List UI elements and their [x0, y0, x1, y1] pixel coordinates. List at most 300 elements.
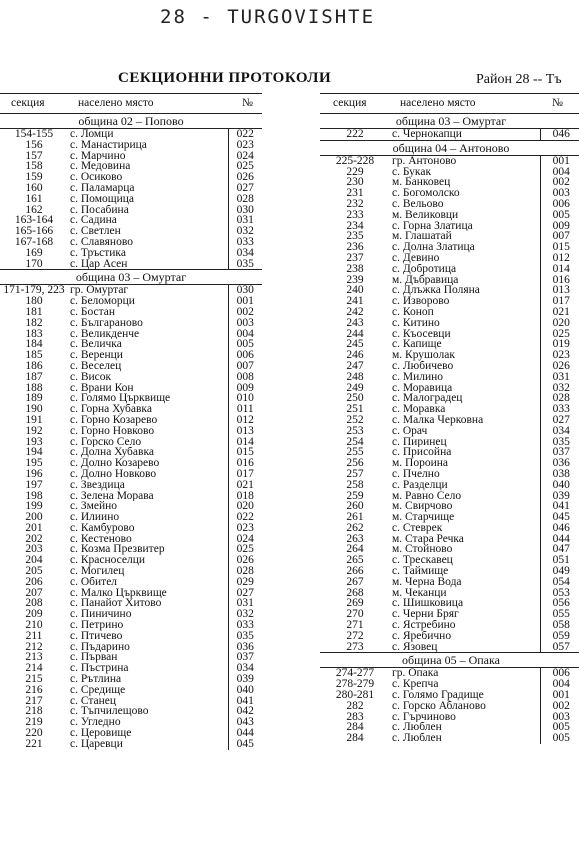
protocol-number: 022: [228, 129, 262, 140]
table-row: [320, 701, 579, 712]
table-row: [320, 242, 579, 253]
protocol-number: 033: [228, 620, 262, 631]
protocol-number: 023: [540, 350, 579, 361]
table-row: [320, 544, 579, 555]
table-row: [0, 447, 262, 458]
section-number: 263: [346, 533, 364, 545]
section-number: 272: [346, 630, 364, 642]
table-row: [0, 140, 262, 151]
section-number: 208: [25, 598, 43, 610]
header-number: №: [552, 97, 563, 109]
protocol-number: 014: [228, 437, 262, 448]
table-row: [320, 253, 579, 264]
protocol-number: 013: [228, 426, 262, 437]
protocol-number: 016: [228, 458, 262, 469]
table-row: [320, 167, 579, 178]
section-number: 183: [25, 328, 43, 340]
section-number: 193: [25, 436, 43, 448]
municipality-table: [0, 285, 262, 749]
section-number: 254: [346, 436, 364, 448]
protocol-number: 032: [540, 383, 579, 394]
table-row: [0, 685, 262, 696]
place-name: с. Ястребино: [392, 620, 456, 631]
protocol-number: 012: [228, 415, 262, 426]
table-row: [0, 544, 262, 555]
place-name: м. Стойново: [392, 544, 453, 556]
section-number: 249: [346, 382, 364, 394]
place-name: с. Угледно: [70, 717, 121, 729]
place-name: с. Горно Новково: [70, 425, 155, 437]
table-row: [320, 609, 579, 620]
table-row: [0, 329, 262, 340]
place-name: с. Голямо Градище: [392, 690, 484, 701]
table-row: [0, 426, 262, 437]
section-number: 181: [25, 306, 43, 318]
municipality-title: община 03 – Омуртаг: [0, 269, 262, 285]
protocol-number: 002: [540, 701, 579, 712]
protocol-number: 004: [540, 167, 579, 178]
place-name: с. Беломорци: [70, 296, 135, 307]
table-row: [0, 566, 262, 577]
protocol-number: 049: [540, 566, 579, 577]
place-name: м. Пороина: [392, 458, 448, 469]
protocol-number: 035: [540, 437, 579, 448]
place-name: с. Любичево: [392, 360, 454, 372]
place-name: с. Рътлина: [70, 674, 122, 685]
place-name: с. Черни Бряг: [392, 609, 459, 621]
section-number: 237: [346, 252, 364, 264]
section-number: 154-155: [14, 129, 54, 140]
protocol-number: 004: [540, 679, 579, 690]
table-row: [320, 156, 579, 167]
section-number: 269: [346, 598, 364, 610]
table-row: [0, 296, 262, 307]
section-number: 246: [346, 350, 364, 361]
place-name: с. Великденче: [70, 328, 140, 340]
section-number: 273: [346, 641, 364, 653]
place-name: м. Дъбравица: [392, 274, 459, 286]
municipality-table: [320, 156, 579, 653]
place-name: гр. Антоново: [392, 155, 457, 167]
table-row: [0, 706, 262, 717]
protocol-number: 005: [540, 722, 579, 733]
place-name: с. Пчелно: [392, 468, 440, 480]
section-number: 260: [346, 501, 364, 513]
table-row: [320, 577, 579, 588]
protocol-number: 034: [540, 426, 579, 437]
table-row: [0, 205, 262, 216]
place-name: с. Красноселци: [70, 555, 146, 567]
table-row: [0, 458, 262, 469]
place-name: с. Девино: [392, 252, 440, 264]
table-row: [0, 393, 262, 404]
section-number: 236: [346, 242, 364, 253]
protocol-number: 002: [228, 307, 262, 318]
protocol-number: 025: [228, 161, 262, 172]
protocol-number: 016: [540, 275, 579, 286]
protocol-number: 044: [540, 534, 579, 545]
table-row: [320, 404, 579, 415]
place-name: с. Бостан: [70, 306, 116, 318]
place-name: с. Горна Златица: [392, 220, 473, 232]
table-row: [0, 717, 262, 728]
table-row: [320, 668, 579, 679]
protocol-number: 026: [540, 361, 579, 372]
table-row: [320, 722, 579, 733]
section-number: 211: [25, 630, 43, 642]
table-row: [320, 285, 579, 296]
section-number: 187: [25, 371, 43, 383]
table-row: [0, 642, 262, 653]
protocol-number: 051: [540, 555, 579, 566]
table-row: [320, 566, 579, 577]
place-name: с. Орач: [392, 425, 428, 437]
place-name: м. Черна Вода: [392, 576, 462, 588]
section-number: 264: [346, 544, 364, 556]
protocol-number: 007: [540, 231, 579, 242]
place-name: с. Посабина: [70, 204, 129, 216]
section-number: 253: [346, 425, 364, 437]
section-number: 170: [25, 258, 43, 270]
section-number: 217: [25, 695, 43, 707]
section-number: 158: [25, 161, 43, 173]
protocol-number: 027: [228, 183, 262, 194]
section-number: 221: [25, 738, 43, 750]
section-number: 191: [25, 414, 43, 426]
place-name: с. Медовина: [70, 161, 131, 173]
place-name: с. Долна Златица: [392, 242, 475, 253]
header-place: населено място: [78, 97, 154, 109]
protocol-number: 001: [540, 690, 579, 701]
table-row: [320, 275, 579, 286]
left-column: [0, 93, 262, 750]
table-row: [320, 329, 579, 340]
place-name: с. Могилец: [70, 566, 125, 577]
place-name: с. Цар Асен: [70, 258, 128, 270]
protocol-number: 034: [228, 663, 262, 674]
protocol-number: 036: [228, 642, 262, 653]
section-number: 219: [25, 717, 43, 729]
section-number: 284: [346, 733, 364, 745]
protocol-number: 009: [540, 221, 579, 232]
place-name: с. Коноп: [392, 306, 434, 318]
protocol-number: 024: [228, 534, 262, 545]
protocol-number: 006: [540, 668, 579, 679]
place-name: с. Осиково: [70, 172, 123, 183]
municipality-table: [320, 129, 579, 140]
place-name: с. Горско Село: [70, 436, 142, 448]
protocol-number: 045: [228, 739, 262, 750]
protocol-number: 055: [540, 609, 579, 620]
protocol-number: 006: [228, 350, 262, 361]
place-name: с. Чернокапци: [392, 129, 462, 140]
place-name: с. Пъдарино: [70, 641, 130, 653]
section-number: 247: [346, 360, 364, 372]
section-number: 194: [25, 447, 43, 459]
place-name: с. Висок: [70, 371, 112, 383]
table-row: [0, 383, 262, 394]
place-name: м. Банковец: [392, 177, 451, 189]
header-section: секция: [333, 97, 367, 109]
section-number: 215: [25, 674, 43, 685]
place-name: м. Старчище: [392, 512, 455, 523]
table-row: [0, 631, 262, 642]
place-name: с. Стеврек: [392, 522, 443, 534]
section-number: 180: [25, 296, 43, 307]
section-number: 202: [25, 533, 43, 545]
protocol-number: 033: [228, 237, 262, 248]
table-row: [320, 501, 579, 512]
protocol-number: 007: [228, 361, 262, 372]
protocol-number: 047: [540, 544, 579, 555]
place-name: с. Яребично: [392, 630, 452, 642]
section-number: 283: [346, 711, 364, 723]
place-name: с. Малоградец: [392, 393, 463, 405]
place-name: с. Пиничино: [70, 609, 132, 621]
section-number: 256: [346, 458, 364, 469]
region-label: Район 28 -- Тъ: [476, 72, 562, 87]
place-name: с. Пиринец: [392, 436, 447, 448]
protocol-number: 003: [540, 712, 579, 723]
protocol-number: 033: [540, 404, 579, 415]
protocol-number: 021: [540, 307, 579, 318]
table-row: [320, 361, 579, 372]
table-row: [0, 129, 262, 140]
place-name: с. Манастирица: [70, 139, 147, 151]
place-name: с. Малко Църквище: [70, 587, 167, 599]
section-number: 270: [346, 609, 364, 621]
table-row: [0, 215, 262, 226]
table-row: [0, 161, 262, 172]
place-name: с. Змейно: [70, 501, 118, 513]
place-name: с. Ломци: [70, 129, 114, 140]
section-number: 198: [25, 490, 43, 502]
section-number: 235: [346, 231, 364, 243]
protocol-number: 005: [228, 339, 262, 350]
section-number: 189: [25, 393, 43, 405]
section-number: 199: [25, 501, 43, 513]
protocol-number: 058: [540, 620, 579, 631]
section-number: 271: [346, 620, 364, 631]
section-number: 169: [25, 247, 43, 259]
section-number: 188: [25, 382, 43, 394]
protocol-number: 028: [228, 194, 262, 205]
section-number: 278-279: [335, 679, 375, 691]
left-header: [0, 93, 262, 114]
table-row: [320, 264, 579, 275]
table-row: [320, 598, 579, 609]
right-header: [320, 93, 579, 114]
place-name: с. Кестеново: [70, 533, 132, 545]
section-number: 284: [346, 722, 364, 734]
place-name: с. Българаново: [70, 317, 143, 329]
table-row: [320, 210, 579, 221]
municipality-title: община 05 – Опака: [320, 652, 579, 668]
table-row: [320, 512, 579, 523]
table-row: [320, 307, 579, 318]
protocol-number: 005: [540, 733, 579, 744]
table-row: [0, 469, 262, 480]
section-number: 232: [346, 198, 364, 210]
section-number: 207: [25, 587, 43, 599]
place-name: с. Камбурово: [70, 522, 135, 534]
section-number: 186: [25, 360, 43, 372]
section-number: 212: [25, 641, 43, 653]
table-row: [0, 285, 262, 296]
place-name: с. Капище: [392, 339, 442, 351]
right-column: [320, 93, 579, 744]
place-name: с. Обител: [70, 576, 118, 588]
protocol-number: 013: [540, 285, 579, 296]
table-row: [0, 620, 262, 631]
table-row: [0, 183, 262, 194]
protocol-number: 031: [228, 598, 262, 609]
table-row: [320, 393, 579, 404]
protocol-number: 059: [540, 631, 579, 642]
table-row: [0, 415, 262, 426]
protocol-number: 027: [540, 415, 579, 426]
place-name: с. Славяново: [70, 236, 133, 248]
protocol-number: 040: [228, 685, 262, 696]
section-number: 239: [346, 274, 364, 286]
section-number: 229: [346, 166, 364, 178]
section-number: 280-281: [335, 690, 375, 701]
section-number: 200: [25, 512, 43, 523]
section-number: 210: [25, 620, 43, 631]
table-row: [0, 350, 262, 361]
section-number: 185: [25, 350, 43, 361]
table-row: [0, 307, 262, 318]
table-row: [320, 383, 579, 394]
protocol-number: 035: [228, 631, 262, 642]
section-number: 214: [25, 663, 43, 675]
section-number: 244: [346, 328, 364, 340]
table-row: [0, 480, 262, 491]
place-name: гр. Опака: [392, 668, 439, 680]
section-number: 261: [346, 512, 364, 523]
protocol-number: 005: [540, 210, 579, 221]
table-row: [0, 501, 262, 512]
table-row: [320, 555, 579, 566]
place-name: с. Паламарца: [70, 182, 135, 194]
place-name: с. Изворово: [392, 296, 450, 307]
table-row: [320, 231, 579, 242]
table-row: [0, 652, 262, 663]
section-number: 206: [25, 576, 43, 588]
table-row: [0, 739, 262, 750]
protocol-number: 046: [540, 129, 579, 140]
table-row: [320, 458, 579, 469]
table-row: [320, 690, 579, 701]
table-row: [320, 523, 579, 534]
protocol-number: 009: [228, 383, 262, 394]
protocol-number: 028: [228, 566, 262, 577]
protocol-number: 043: [228, 717, 262, 728]
place-name: с. Букак: [392, 166, 432, 178]
place-name: с. Тръстика: [70, 247, 126, 259]
table-row: [0, 437, 262, 448]
protocol-number: 054: [540, 577, 579, 588]
section-number: 243: [346, 317, 364, 329]
section-number: 184: [25, 339, 43, 351]
table-row: [320, 188, 579, 199]
municipality-title: община 03 – Омуртаг: [320, 114, 579, 129]
section-number: 241: [346, 296, 364, 307]
table-row: [320, 318, 579, 329]
section-number: 238: [346, 263, 364, 275]
protocol-number: 019: [540, 339, 579, 350]
protocol-number: 031: [540, 372, 579, 383]
place-name: с. Пъстрина: [70, 663, 129, 675]
protocol-number: 042: [228, 706, 262, 717]
table-row: [0, 259, 262, 270]
place-name: с. Веселец: [70, 360, 122, 372]
protocol-number: 032: [228, 609, 262, 620]
section-number: 209: [25, 609, 43, 621]
page-title: СЕКЦИОННИ ПРОТОКОЛИ: [118, 70, 332, 86]
section-number: 274-277: [335, 668, 375, 680]
municipality-title: община 02 – Попово: [0, 114, 262, 129]
protocol-number: 057: [540, 642, 579, 653]
place-name: с. Петрино: [70, 620, 124, 631]
place-name: с. Марчино: [70, 150, 126, 162]
place-name: с. Гърчиново: [392, 711, 456, 723]
table-row: [320, 588, 579, 599]
place-name: с. Горно Козарево: [70, 414, 158, 426]
section-number: 267: [346, 576, 364, 588]
place-name: м. Глашатай: [392, 231, 452, 243]
section-number: 234: [346, 220, 364, 232]
protocol-number: 056: [540, 598, 579, 609]
section-number: 222: [346, 129, 364, 140]
section-number: 161: [25, 193, 43, 205]
section-number: 242: [346, 306, 364, 318]
protocol-number: 030: [228, 285, 262, 296]
table-row: [320, 296, 579, 307]
protocol-number: 037: [228, 652, 262, 663]
section-number: 205: [25, 566, 43, 577]
protocol-number: 034: [228, 248, 262, 259]
protocol-number: 030: [228, 205, 262, 216]
place-name: с. Моравица: [392, 382, 453, 394]
table-row: [320, 491, 579, 502]
table-row: [320, 534, 579, 545]
place-name: с. Козма Презвитер: [70, 544, 165, 556]
section-number: 195: [25, 458, 43, 469]
protocol-number: 037: [540, 447, 579, 458]
protocol-number: 022: [228, 512, 262, 523]
place-name: с. Добротица: [392, 263, 457, 275]
protocol-number: 008: [228, 372, 262, 383]
table-row: [320, 339, 579, 350]
table-row: [320, 447, 579, 458]
table-row: [320, 631, 579, 642]
header-place: населено място: [400, 97, 476, 109]
place-name: с. Тъпчилещово: [70, 706, 149, 718]
table-row: [0, 226, 262, 237]
section-number: 259: [346, 490, 364, 502]
protocol-number: 018: [228, 491, 262, 502]
protocol-number: 044: [228, 728, 262, 739]
municipality-table: [0, 129, 262, 269]
protocol-number: 028: [540, 393, 579, 404]
section-number: 282: [346, 700, 364, 712]
section-number: 268: [346, 587, 364, 599]
table-row: [320, 372, 579, 383]
protocol-number: 038: [540, 469, 579, 480]
place-name: с. Величка: [70, 339, 122, 351]
place-name: с. Шишковица: [392, 598, 464, 610]
